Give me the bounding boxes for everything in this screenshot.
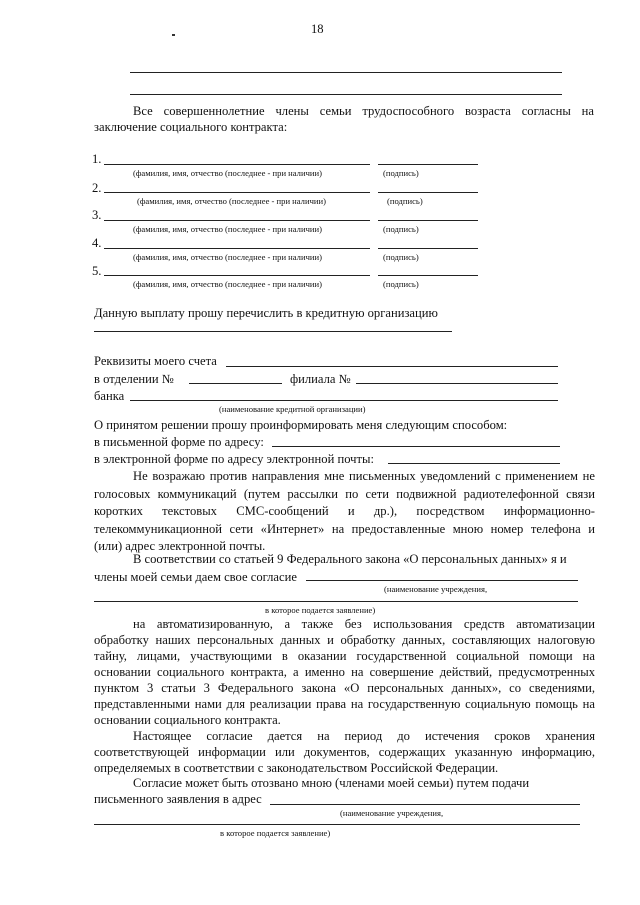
sms-paragraph-line-3: коротких текстовых СМС-сообщений и др.), посредством информационно- bbox=[94, 504, 595, 518]
member-fio-field[interactable] bbox=[104, 164, 370, 165]
term-paragraph-line-2: соответствующей информации или документов, содержащих указанную информацию, bbox=[94, 745, 595, 759]
pd-paragraph-line-5: пунктом 3 статьи 3 Федерального закона «О персональных данных», со сведениями, bbox=[94, 681, 595, 695]
branch-number-field[interactable] bbox=[356, 383, 558, 384]
institution-name-field-cont[interactable] bbox=[94, 601, 578, 602]
notify-email-label: в электронной форме по адресу электронной почты: bbox=[94, 452, 374, 466]
member-signature-field[interactable] bbox=[378, 192, 478, 193]
credit-organization-field[interactable] bbox=[94, 331, 452, 332]
member-number: 3. bbox=[92, 208, 102, 222]
top-blank-line-1 bbox=[130, 72, 562, 73]
payment-text: Данную выплату прошу перечислить в кредитную организацию bbox=[94, 306, 438, 320]
signature-caption: (подпись) bbox=[383, 224, 419, 234]
member-number: 2. bbox=[92, 181, 102, 195]
withdraw-line-2: письменного заявления в адрес bbox=[94, 792, 262, 806]
pd-paragraph-line-1: на автоматизированную, а также без использования средств автоматизации bbox=[133, 617, 595, 631]
withdraw-caption-a: (наименование учреждения, bbox=[340, 808, 444, 818]
branch-label: филиала № bbox=[290, 372, 351, 386]
postal-address-field[interactable] bbox=[272, 446, 560, 447]
member-number: 5. bbox=[92, 264, 102, 278]
term-paragraph-line-1: Настоящее согласие дается на период до истечения сроков хранения bbox=[133, 729, 595, 743]
pd-paragraph-line-7: основании социального контракта. bbox=[94, 713, 281, 727]
consent-intro-line-1: Все совершеннолетние члены семьи трудоспособного возраста согласны на bbox=[133, 104, 594, 118]
member-number: 4. bbox=[92, 236, 102, 250]
member-fio-field[interactable] bbox=[104, 192, 370, 193]
pd-consent-line-1: В соответствии со статьей 9 Федерального закона «О персональных данных» я и bbox=[133, 552, 567, 566]
department-label: в отделении № bbox=[94, 372, 174, 386]
member-signature-field[interactable] bbox=[378, 275, 478, 276]
department-number-field[interactable] bbox=[189, 383, 282, 384]
fio-caption: (фамилия, имя, отчество (последнее - при наличии) bbox=[133, 279, 322, 289]
signature-caption: (подпись) bbox=[383, 252, 419, 262]
fio-caption: (фамилия, имя, отчество (последнее - при наличии) bbox=[133, 168, 322, 178]
member-signature-field[interactable] bbox=[378, 220, 478, 221]
pd-consent-line-2: члены моей семьи даем свое согласие bbox=[94, 570, 297, 584]
pd-paragraph-line-3: тайну, лицами, участвующими в оказании государственной социальной помощи на bbox=[94, 649, 595, 663]
notify-intro: О принятом решении прошу проинформировать меня следующим способом: bbox=[94, 418, 508, 432]
account-details-field[interactable] bbox=[226, 366, 558, 367]
email-address-field[interactable] bbox=[388, 463, 560, 464]
member-number: 1. bbox=[92, 152, 102, 166]
withdraw-line-1: Согласие может быть отозвано мною (членами моей семьи) путем подачи bbox=[133, 776, 530, 790]
member-signature-field[interactable] bbox=[378, 248, 478, 249]
notify-written-label: в письменной форме по адресу: bbox=[94, 435, 264, 449]
pd-paragraph-line-2: обработку наших персональных данных и обработку данных, составляющих налоговую bbox=[94, 633, 595, 647]
sms-paragraph-line-2: голосовых коммуникаций (путем рассылки по сети подвижной радиотелефонной связи bbox=[94, 487, 595, 501]
bank-name-field[interactable] bbox=[130, 400, 558, 401]
fio-caption: (фамилия, имя, отчество (последнее - при наличии) bbox=[133, 252, 322, 262]
institution-caption-a: (наименование учреждения, bbox=[384, 584, 488, 594]
fio-caption: (фамилия, имя, отчество (последнее - при наличии) bbox=[137, 196, 326, 206]
signature-caption: (подпись) bbox=[387, 196, 423, 206]
term-paragraph-line-3: определяемых в соответствии с законодательством Российской Федерации. bbox=[94, 761, 499, 775]
member-signature-field[interactable] bbox=[378, 164, 478, 165]
pd-paragraph-line-6: представленными нами для реализации права на государственную социальную помощь на bbox=[94, 697, 595, 711]
sms-paragraph-line-4: телекоммуникационной сети «Интернет» на предоставленные мною номер телефона и bbox=[94, 522, 595, 536]
signature-caption: (подпись) bbox=[383, 279, 419, 289]
pd-paragraph-line-4: основании социального контракта, а именно на совершение действий, предусмотренных bbox=[94, 665, 595, 679]
signature-caption: (подпись) bbox=[383, 168, 419, 178]
fio-caption: (фамилия, имя, отчество (последнее - при наличии) bbox=[133, 224, 322, 234]
bank-label: банка bbox=[94, 389, 125, 403]
withdraw-caption-b: в которое подается заявление) bbox=[220, 828, 331, 838]
top-blank-line-2 bbox=[130, 94, 562, 95]
sms-paragraph-line-5: (или) адрес электронной почты. bbox=[94, 539, 266, 553]
scan-mark bbox=[172, 34, 175, 36]
institution-caption-b: в которое подается заявление) bbox=[265, 605, 376, 615]
withdraw-institution-field-cont[interactable] bbox=[94, 824, 580, 825]
page-number: 18 bbox=[311, 22, 324, 36]
sms-paragraph-line-1: Не возражаю против направления мне письменных уведомлений с применением не bbox=[133, 469, 595, 483]
account-details-label: Реквизиты моего счета bbox=[94, 354, 217, 368]
withdraw-institution-field[interactable] bbox=[270, 804, 580, 805]
member-fio-field[interactable] bbox=[104, 220, 370, 221]
bank-caption: (наименование кредитной организации) bbox=[219, 404, 366, 414]
member-fio-field[interactable] bbox=[104, 275, 370, 276]
member-fio-field[interactable] bbox=[104, 248, 370, 249]
institution-name-field[interactable] bbox=[306, 580, 578, 581]
consent-intro-line-2: заключение социального контракта: bbox=[94, 120, 288, 134]
